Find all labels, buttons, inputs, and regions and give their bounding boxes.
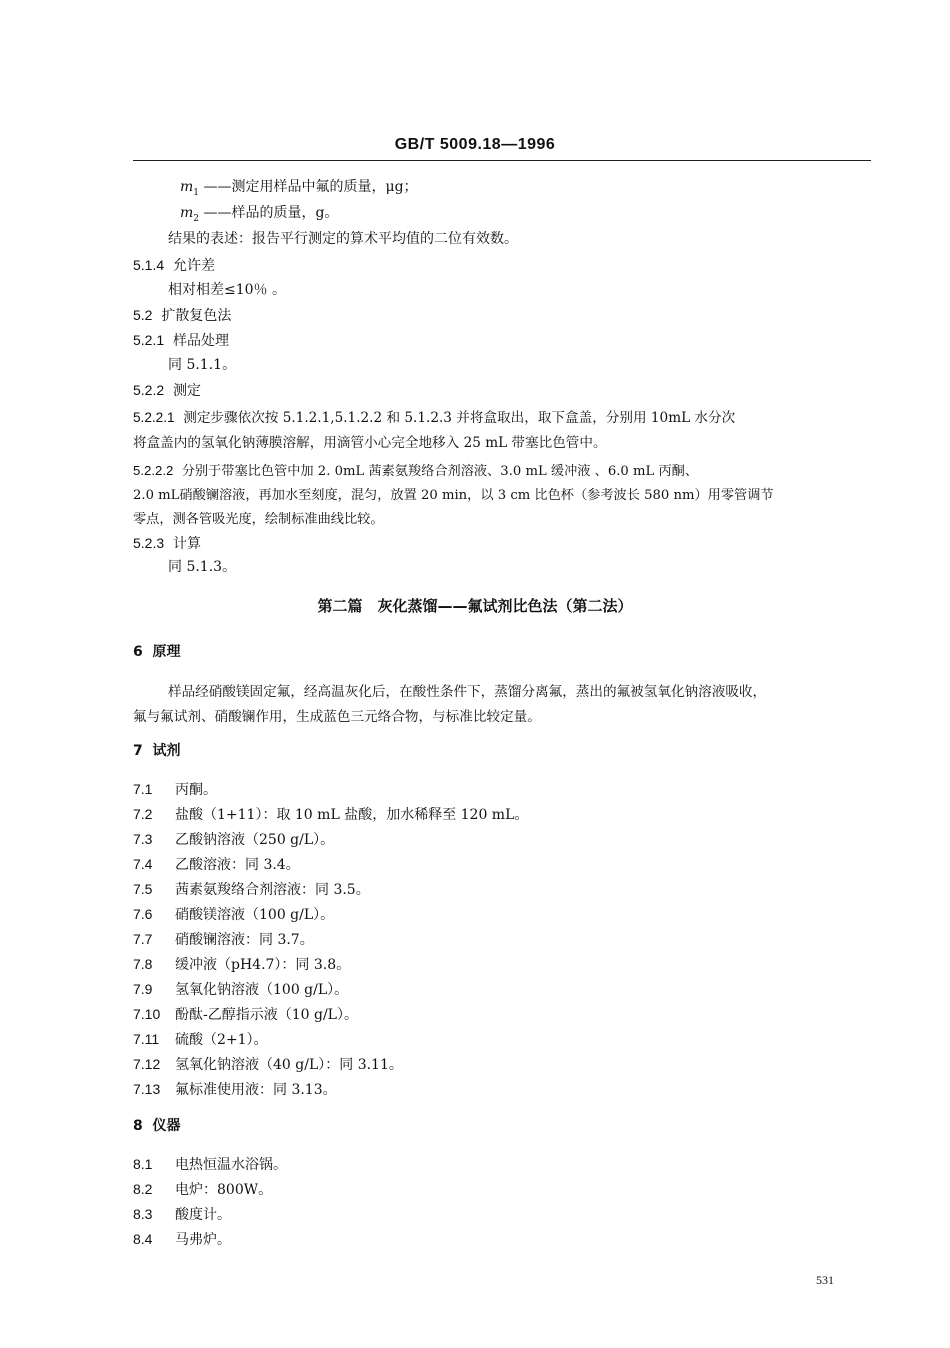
list-item bbox=[133, 980, 348, 999]
section-6-line1: 样品经硝酸镁固定氟，经高温灰化后，在酸性条件下，蒸馏分离氟，蒸出的氟被氢氧化钠溶液吸收， bbox=[168, 684, 767, 700]
section-title: 计算 bbox=[173, 536, 202, 552]
list-item bbox=[133, 1155, 287, 1174]
item-text: 缓冲液（pH4.7）：同 3.8。 bbox=[175, 957, 351, 973]
paragraph-text: 测定步骤依次按 5.1.2.1,5.1.2.2 和 5.1.2.3 并将盒取出，取下盒盖，分别用 10mL 水分次 bbox=[183, 410, 736, 426]
list-item bbox=[133, 780, 217, 799]
item-text: 乙酸溶液：同 3.4。 bbox=[175, 857, 300, 873]
section-6-line2: 氟与氟试剂、硝酸镧作用，生成蓝色三元络合物，与标准比较定量。 bbox=[133, 709, 541, 725]
item-text: 盐酸（1+11）：取 10 mL 盐酸，加水稀释至 120 mL。 bbox=[175, 807, 529, 823]
item-text: 乙酸钠溶液（250 g/L）。 bbox=[175, 832, 335, 848]
section-5-2-1-body: 同 5.1.1。 bbox=[168, 357, 237, 373]
section-5-2-2-2-line3: 零点，测各管吸光度，绘制标准曲线比较。 bbox=[133, 512, 384, 527]
section-5-1-4-heading bbox=[133, 256, 215, 275]
item-number: 7.2 bbox=[133, 806, 153, 822]
item-text: 氢氧化钠溶液（40 g/L）：同 3.11。 bbox=[175, 1057, 403, 1073]
item-text: 电热恒温水浴锅。 bbox=[175, 1157, 287, 1173]
section-5-2-3-heading bbox=[133, 534, 201, 553]
item-number: 7.10 bbox=[133, 1006, 161, 1022]
result-expression-text: 结果的表述：报告平行测定的算术平均值的二位有效数。 bbox=[168, 231, 518, 247]
variable-definition-m2 bbox=[180, 204, 338, 228]
section-title: 原理 bbox=[152, 644, 181, 660]
item-text: 丙酮。 bbox=[175, 782, 217, 798]
section-number: 5.2.2.1 bbox=[133, 410, 175, 425]
item-number: 7.4 bbox=[133, 856, 153, 872]
item-number: 7.3 bbox=[133, 831, 153, 847]
section-8-heading bbox=[133, 1117, 181, 1135]
item-number: 7.11 bbox=[133, 1031, 160, 1047]
section-title: 扩散复色法 bbox=[161, 308, 232, 324]
header-divider bbox=[133, 160, 871, 161]
section-number: 7 bbox=[133, 743, 143, 759]
item-text: 硝酸镁溶液（100 g/L）。 bbox=[175, 907, 335, 923]
item-number: 8.3 bbox=[133, 1206, 153, 1222]
section-number: 5.2.2.2 bbox=[133, 463, 174, 478]
list-item bbox=[133, 830, 334, 849]
variable-symbol: m bbox=[180, 205, 194, 221]
item-number: 7.13 bbox=[133, 1081, 161, 1097]
variable-description: ——测定用样品中氟的质量，μg； bbox=[203, 179, 418, 195]
section-7-heading bbox=[133, 742, 181, 760]
section-5-2-2-heading bbox=[133, 381, 201, 400]
section-title: 仪器 bbox=[152, 1118, 181, 1134]
section-number: 5.2.1 bbox=[133, 332, 165, 348]
section-6-heading bbox=[133, 643, 181, 661]
variable-description: ——样品的质量，g。 bbox=[203, 205, 339, 221]
list-item bbox=[133, 1030, 268, 1049]
item-number: 8.4 bbox=[133, 1231, 153, 1247]
item-number: 7.5 bbox=[133, 881, 153, 897]
item-number: 7.12 bbox=[133, 1056, 161, 1072]
item-text: 电炉：800W。 bbox=[175, 1182, 273, 1198]
list-item bbox=[133, 855, 300, 874]
list-item bbox=[133, 930, 314, 949]
item-text: 酚酞-乙醇指示液（10 g/L）。 bbox=[175, 1007, 358, 1023]
item-number: 7.7 bbox=[133, 931, 153, 947]
list-item bbox=[133, 955, 350, 974]
variable-subscript: 1 bbox=[193, 187, 200, 198]
item-number: 8.1 bbox=[133, 1156, 153, 1172]
item-text: 酸度计。 bbox=[175, 1207, 231, 1223]
section-number: 5.2.3 bbox=[133, 535, 165, 551]
list-item bbox=[133, 1180, 272, 1199]
paragraph-text: 分别于带塞比色管中加 2. 0mL 茜素氨羧络合剂溶液、3.0 mL 缓冲液 、6.0 mL 丙酮、 bbox=[181, 464, 699, 479]
list-item bbox=[133, 880, 370, 899]
list-item bbox=[133, 1055, 403, 1074]
item-text: 茜素氨羧络合剂溶液：同 3.5。 bbox=[175, 882, 370, 898]
item-text: 硫酸（2+1）。 bbox=[175, 1032, 268, 1048]
list-item bbox=[133, 805, 528, 824]
section-title: 样品处理 bbox=[173, 333, 230, 349]
section-5-2-2-1-line1 bbox=[133, 409, 735, 427]
standard-code-header: GB/T 5009.18—1996 bbox=[394, 136, 556, 153]
list-item bbox=[133, 905, 334, 924]
item-number: 7.1 bbox=[133, 781, 153, 797]
section-5-2-heading bbox=[133, 306, 231, 325]
item-number: 7.6 bbox=[133, 906, 153, 922]
section-5-2-2-1-line2: 将盒盖内的氢氧化钠薄膜溶解，用滴管小心完全地移入 25 mL 带塞比色管中。 bbox=[133, 435, 607, 451]
variable-definition-m1 bbox=[180, 178, 418, 202]
section-number: 6 bbox=[133, 644, 143, 660]
list-item bbox=[133, 1230, 231, 1249]
item-number: 7.9 bbox=[133, 981, 153, 997]
item-number: 7.8 bbox=[133, 956, 153, 972]
section-number: 8 bbox=[133, 1118, 143, 1134]
section-number: 5.2 bbox=[133, 307, 153, 323]
section-title: 测定 bbox=[173, 383, 202, 399]
item-text: 氢氧化钠溶液（100 g/L）。 bbox=[175, 982, 349, 998]
variable-subscript: 2 bbox=[193, 213, 200, 224]
item-text: 氟标准使用液：同 3.13。 bbox=[175, 1082, 337, 1098]
item-number: 8.2 bbox=[133, 1181, 153, 1197]
section-5-2-3-body: 同 5.1.3。 bbox=[168, 559, 237, 575]
part-two-title: 第二篇 灰化蒸馏——氟试剂比色法（第二法） bbox=[317, 597, 633, 615]
list-item bbox=[133, 1080, 337, 1099]
section-number: 5.1.4 bbox=[133, 257, 165, 273]
section-number: 5.2.2 bbox=[133, 382, 165, 398]
section-5-2-1-heading bbox=[133, 331, 229, 350]
section-title: 允许差 bbox=[173, 258, 216, 274]
section-5-2-2-2-line2: 2.0 mL硝酸镧溶液，再加水至刻度，混匀，放置 20 min，以 3 cm 比色杯（参考波长 580 nm）用零管调节 bbox=[133, 488, 774, 503]
page-number: 531 bbox=[816, 1273, 834, 1287]
section-title: 试剂 bbox=[152, 743, 181, 759]
item-text: 马弗炉。 bbox=[175, 1232, 231, 1248]
section-5-2-2-2-line1 bbox=[133, 462, 698, 481]
section-5-1-4-body: 相对相差≤10％ 。 bbox=[168, 282, 286, 298]
list-item bbox=[133, 1005, 358, 1024]
list-item bbox=[133, 1205, 231, 1224]
item-text: 硝酸镧溶液：同 3.7。 bbox=[175, 932, 314, 948]
variable-symbol: m bbox=[180, 179, 194, 195]
